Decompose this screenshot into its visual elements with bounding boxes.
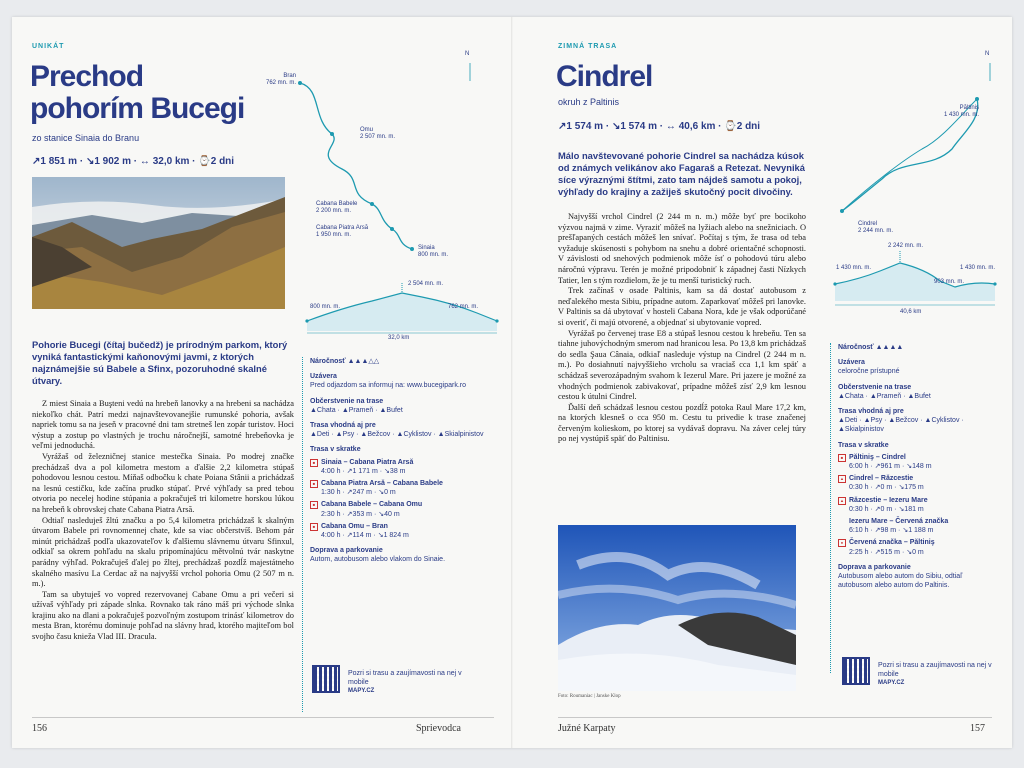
segment-marker-icon: ■: [310, 501, 318, 509]
bucegi-photo-image: [32, 177, 285, 309]
difficulty-label: Náročnosť: [310, 358, 346, 365]
transport: [838, 563, 998, 591]
map-point-alt: 800 mn. m.: [418, 252, 449, 258]
segment-name: Červená značka – Păltiniş: [849, 539, 935, 547]
segment-stats: 4:00 h · ↗114 m · ↘1 824 m: [321, 532, 409, 540]
difficulty-value: ▲▲▲△△: [347, 358, 380, 365]
suitable-for: [838, 407, 998, 435]
right-paragraph: Vyrážaš po červenej trase E8 a stúpaš lesnou cestou k hrebeňu. Ten sa tiahne juhovýchodným smerom nad hranicou lesa. Po 13,8 km prichádzaš do sedla Şaua Cânaia, odkiaľ nasleduje výstup na Cindrel (2 244 m n. m.). Po dosiahnutí najvyššieho vrcholu sa vraciaš cca 1,1 km späť a schádzaš severozápadným svahom k Iezerul Mare. Pri jazere je možné za vhodných podmienok zabivakovať, prípadne môžeš zísť 2,9 km lesnou cestou k útulni Cindrel.: [558, 328, 806, 402]
segment-name: Iezeru Mare – Červená značka: [849, 518, 949, 526]
difficulty: [838, 343, 998, 352]
right-route-map: [812, 39, 1002, 239]
qr-brand: MAPY.CZ: [348, 688, 375, 695]
segment-marker-icon: [838, 518, 846, 526]
segment-marker-icon: ■: [310, 480, 318, 488]
closure-label: Uzávera: [310, 373, 337, 381]
left-title-line2: pohorím Bucegi: [30, 92, 245, 125]
segment-name: Cabana Omu – Bran: [321, 522, 388, 530]
qr-text: Pozri si trasu a zaujímavosti na nej v mobile: [348, 670, 462, 687]
right-profile-chart: [830, 239, 1000, 319]
right-body: [558, 212, 806, 445]
profile-distance: 40,6 km: [900, 309, 922, 315]
cindrel-photo-image: [558, 525, 796, 691]
segment-stats: 2:30 h · ↗353 m · ↘40 m: [321, 510, 400, 518]
cindrel-photo: [558, 525, 796, 691]
food: [310, 397, 500, 415]
left-qr-code-icon[interactable]: [312, 665, 340, 693]
right-info-sidebar: [838, 343, 998, 596]
map-point-cindrel: [858, 221, 893, 235]
photo-credit: Foto: Roumaniac | Janske Klop: [558, 694, 621, 699]
route-segment: [310, 522, 500, 540]
right-qr-code-icon[interactable]: [842, 657, 870, 685]
map-point-bran: [256, 73, 296, 87]
transport-label: Doprava a parkovanie: [838, 563, 911, 571]
right-qr-caption: [878, 661, 998, 689]
right-subtitle: okruh z Paltinis: [558, 97, 620, 107]
left-qr-caption: [348, 669, 478, 697]
bucegi-photo: [32, 177, 285, 309]
route-segment: [310, 458, 500, 476]
left-lead: Pohorie Bucegi (čítaj bučedž) je prírodným parkom, ktorý vyniká fantastickými kaňonovými javmi, z ktorých najznámejšie sú Babele a Sfinx, pozoruhodné skalné útvary.: [32, 339, 288, 386]
right-paragraph: Najvyšší vrchol Cindrel (2 244 m n. m.) môže byť pre bocikoho výzvou najmä v zime. Vyraziť môžeš na lyžiach alebo na snežniciach. O prešľapaných cestách môžeš len snívať. Počítaj s tým, že trasa od teba vyžaduje skúsenosti s pohybom na snehu a dobré orientačné schopnosti. V závislosti od snehových podmienok môže ísť o pohodovú túru alebo náročnú výpravu. Terén je možné pripodobniť k západnej časti Nízkych Tatier, len s tým rozdielom, že je tu menší turistický ruch.: [558, 212, 806, 285]
right-north-icon: N: [985, 51, 990, 57]
left-paragraph: Tam sa ubytuješ vo vopred rezervovanej Cabane Omu a pri večeri si užívaš výhľady pri západe slnka. Rovnako tak ráno máš pri východe slnka krajinu ako na dlani a pokračuješ pozvoľným zostupom trinásť kilometrov do mesta Bran, ktorému dominuje pohľad na slávny hrad, ktorého majiteľom bol svojho času knieža Vlad III. Dracula.: [32, 589, 294, 642]
right-paragraph: Ďalší deň schádzaš lesnou cestou pozdĺž potoka Raul Mare 17,2 km, na ktorých klesneš o cca 950 m. Cestu tu privedie k trase značenej červeným kolieskom, po ktorej sa vydávaš dopravu. Na záver celej túry po nej vystúpiš späť do Paltinisu.: [558, 402, 806, 444]
closure-value: celoročne prístupné: [838, 368, 900, 376]
profile-peak: 2 242 mn. m.: [888, 243, 924, 249]
food-label: Občerstvenie na trase: [838, 383, 912, 391]
food-value: ▲Chata · ▲Prameň · ▲Bufet: [838, 392, 931, 400]
closure-label: Uzávera: [838, 359, 865, 367]
qr-text: Pozri si trasu a zaujímavosti na nej v mobile: [878, 662, 992, 679]
right-footer-section: Južné Karpaty: [558, 723, 616, 734]
segment-stats: 0:30 h · ↗0 m · ↘175 m: [849, 484, 924, 492]
map-point-name: Omu: [360, 127, 374, 133]
left-paragraph: Odtiaľ nasleduješ žltú značku a po 5,4 kilometra prichádzaš k skalným útvarom Babele pri rovnomennej chate, kde sa viac občerstvíš. Behom pár minút prichádzaš podľa ukazovateľov k ďalšiemu slávnemu útvaru Sfinxul, odkiaľ sa okrem pohľadu na skalu pripomínajúcu mětvolnú tvár naskytne parádny výhľad. Pokračuješ ďalej po žltej, prechádzaš pozdĺž majestátneho skalného masívu La Cerdac až na najvyšší vrchol pohoria Omu (2 507 m n. m.).: [32, 515, 294, 589]
route-summary-label: Trasa v skratke: [838, 441, 889, 449]
left-body: [32, 399, 294, 643]
segment-name: Cabana Babele – Cabana Omu: [321, 501, 423, 509]
profile-start: 800 mn. m.: [310, 304, 341, 310]
segment-stats: 6:00 h · ↗961 m · ↘148 m: [849, 463, 932, 471]
left-page-number: 156: [32, 723, 47, 734]
suitable-label: Trasa vhodná aj pre: [838, 408, 904, 416]
left-elevation-profile: [302, 273, 502, 343]
route-summary-label: Trasa v skratke: [310, 446, 361, 454]
transport-label: Doprava a parkovanie: [310, 547, 383, 555]
difficulty-value: ▲▲▲▲: [875, 344, 904, 351]
left-info-sidebar: [310, 357, 500, 571]
right-side-rule: [830, 343, 831, 673]
route-summary: [838, 441, 998, 557]
right-kicker: ZIMNÁ TRASA: [558, 43, 618, 50]
suitable-value: ▲Deti · ▲Psy · ▲Bežcov · ▲Cyklistov · ▲Skialpinistov: [310, 431, 484, 439]
left-north-icon: N: [465, 51, 470, 57]
right-stats: ↗1 574 m · ↘1 574 m · ↔ 40,6 km · ⌚2 dni: [558, 121, 761, 132]
closure: [838, 358, 998, 376]
segment-stats: 0:30 h · ↗0 m · ↘181 m: [849, 505, 924, 513]
route-segment: [838, 496, 998, 514]
segment-marker-icon: ■: [310, 459, 318, 467]
left-side-rule: [302, 357, 303, 712]
qr-brand: MAPY.CZ: [878, 680, 905, 687]
segment-name: Cabana Piatra Arsă – Cabana Babele: [321, 480, 443, 488]
profile-end: 762 mn. m.: [448, 304, 479, 310]
segment-stats: 6:10 h · ↗98 m · ↘1 188 m: [849, 527, 934, 535]
segment-name: Răzcestie – Iezeru Mare: [849, 496, 928, 504]
segment-name: Sinaia – Cabana Piatra Arsă: [321, 458, 414, 466]
segment-stats: 4:00 h · ↗1 171 m · ↘38 m: [321, 467, 406, 475]
right-title: Cindrel: [556, 60, 653, 93]
food: [838, 383, 998, 401]
food-label: Občerstvenie na trase: [310, 397, 384, 405]
map-point-name: Bran: [283, 73, 296, 79]
route-segment: [838, 517, 998, 535]
transport-value: Autom, autobusom alebo vlakom do Sinaie.: [310, 556, 446, 564]
left-subtitle: zo stanice Sinaia do Branu: [32, 133, 140, 143]
map-point-alt: 1 430 mn. m.: [944, 112, 980, 118]
segment-marker-icon: ▲: [838, 475, 846, 483]
profile-start: 1 430 mn. m.: [836, 265, 872, 271]
map-point-name: Sinaia: [418, 245, 435, 251]
map-point-babele: [316, 201, 357, 215]
map-point-piatra-arsa: [316, 225, 368, 239]
book-spread: [12, 17, 1012, 748]
map-point-omu: [360, 127, 395, 141]
left-title-line1: Prechod: [30, 60, 144, 93]
gutter: [511, 17, 513, 748]
route-summary: [310, 445, 500, 540]
suitable-value: ▲Deti · ▲Psy · ▲Bežcov · ▲Cyklistov · ▲Skialpinistov: [838, 417, 964, 434]
closure-value: Pred odjazdom sa informuj na: www.bucegipark.ro: [310, 382, 467, 390]
profile-mid: 903 mn. m.: [934, 279, 965, 285]
map-point-alt: 762 mn. m.: [265, 80, 296, 86]
closure: [310, 372, 500, 390]
map-point-sinaia: [418, 245, 448, 259]
route-segment: [838, 474, 998, 492]
right-page-number: 157: [970, 723, 985, 734]
segment-marker-icon: ■: [310, 523, 318, 531]
map-point-name: Cindrel: [858, 221, 878, 227]
difficulty-label: Náročnosť: [838, 344, 874, 351]
left-paragraph: Z miest Sinaia a Buşteni vedú na hrebeň lanovky a na hrebeni sa nachádza niekoľko chát. Patrí medzi najnavštevovanejšie rumunské pohoria, avšak napriek tomu sa na jeseň v pracovné dni tam stretneš len zopár turistov. Hoci výstup a zostup po vlastných je trochu náročnejší, samotné hrebeňovka je veľmi jednoduchá.: [32, 399, 294, 451]
profile-distance: 32,0 km: [388, 335, 410, 341]
map-point-paltinis: [944, 105, 979, 119]
map-point-alt: 2 244 mn. m.: [858, 228, 894, 234]
segment-stats: 1:30 h · ↗247 m · ↘0 m: [321, 489, 396, 497]
right-elevation-profile: [830, 239, 1000, 319]
food-value: ▲Chata · ▲Prameň · ▲Bufet: [310, 406, 403, 414]
route-segment: [310, 500, 500, 518]
difficulty: [310, 357, 500, 366]
left-stats: ↗1 851 m · ↘1 902 m · ↔ 32,0 km · ⌚2 dni: [32, 156, 235, 167]
map-point-alt: 1 950 mn. m.: [316, 232, 352, 238]
route-segment: [310, 479, 500, 497]
segment-marker-icon: ■: [838, 454, 846, 462]
left-paragraph: Vyrážaš od železničnej stanice mestečka Sinaia. Po modrej značke prechádzaš dva a pol kilometra mestom a ďalšie 2,2 kilometra stúpaš pohodovou lesnou cestou. Míňaš odbočku k chate Poiana Stânii a prichádzaš na lesnú cestičku, kde začína prudko stúpať. Prvé výhľady sa pred tebou otvoria po necelej hodine stúpania a pokračuješ tri kilometre horskou lúkou na hrebeň k obrovskej chate Cabana Piatra Arsă.: [32, 451, 294, 514]
right-route-line: [812, 39, 1002, 239]
left-footer-rule: [32, 717, 494, 718]
route-segment: [838, 453, 998, 471]
left-footer-section: Sprievodca: [416, 723, 461, 734]
right-footer-rule: [558, 717, 992, 718]
segment-name: Cindrel – Răzcestie: [849, 475, 914, 483]
left-title: [30, 61, 290, 125]
segment-stats: 2:25 h · ↗515 m · ↘0 m: [849, 548, 924, 556]
segment-name: Păltiniş – Cindrel: [849, 453, 906, 461]
transport: [310, 546, 500, 564]
map-point-alt: 2 200 mn. m.: [316, 208, 352, 214]
segment-marker-icon: ●: [838, 539, 846, 547]
right-lead: Málo navštevované pohorie Cindrel sa nachádza kúsok od známych velikánov ako Fagaraš a Retezat. Nevyniká síce výraznými štítmi, zato tam nájdeš samotu a pokoj, výhľady do krajiny a zažiješ skutočný pocit divočiny.: [558, 150, 805, 197]
left-kicker: UNIKÁT: [32, 43, 65, 50]
suitable-for: [310, 421, 500, 439]
segment-marker-icon: ▲: [838, 497, 846, 505]
route-segment: [838, 538, 998, 556]
left-route-map: [252, 39, 502, 269]
map-point-name: Cabana Piatra Arsă: [316, 225, 369, 231]
profile-peak: 2 504 mn. m.: [408, 281, 444, 287]
right-paragraph: Trek začínaš v osade Paltinis, kam sa dá dostať autobusom z neďalekého mesta Sibiu, prípadne autom. Zaparkovať môžeš pri lanovke. V Paltinis sa dá ubytovať v hosteli Cabana Nora, kde je však odporúčané si overiť, či majú otvorené, a objednať si ubytovanie vopred.: [558, 286, 806, 327]
map-point-alt: 2 507 mn. m.: [360, 134, 396, 140]
profile-end: 1 430 mn. m.: [960, 265, 996, 271]
map-point-name: Cabana Babele: [316, 201, 358, 207]
map-point-name: Păltiniş: [959, 105, 980, 111]
suitable-label: Trasa vhodná aj pre: [310, 422, 376, 430]
transport-value: Autobusom alebo autom do Sibiu, odtiaľ autobusom alebo autom do Paltinis.: [838, 573, 963, 590]
